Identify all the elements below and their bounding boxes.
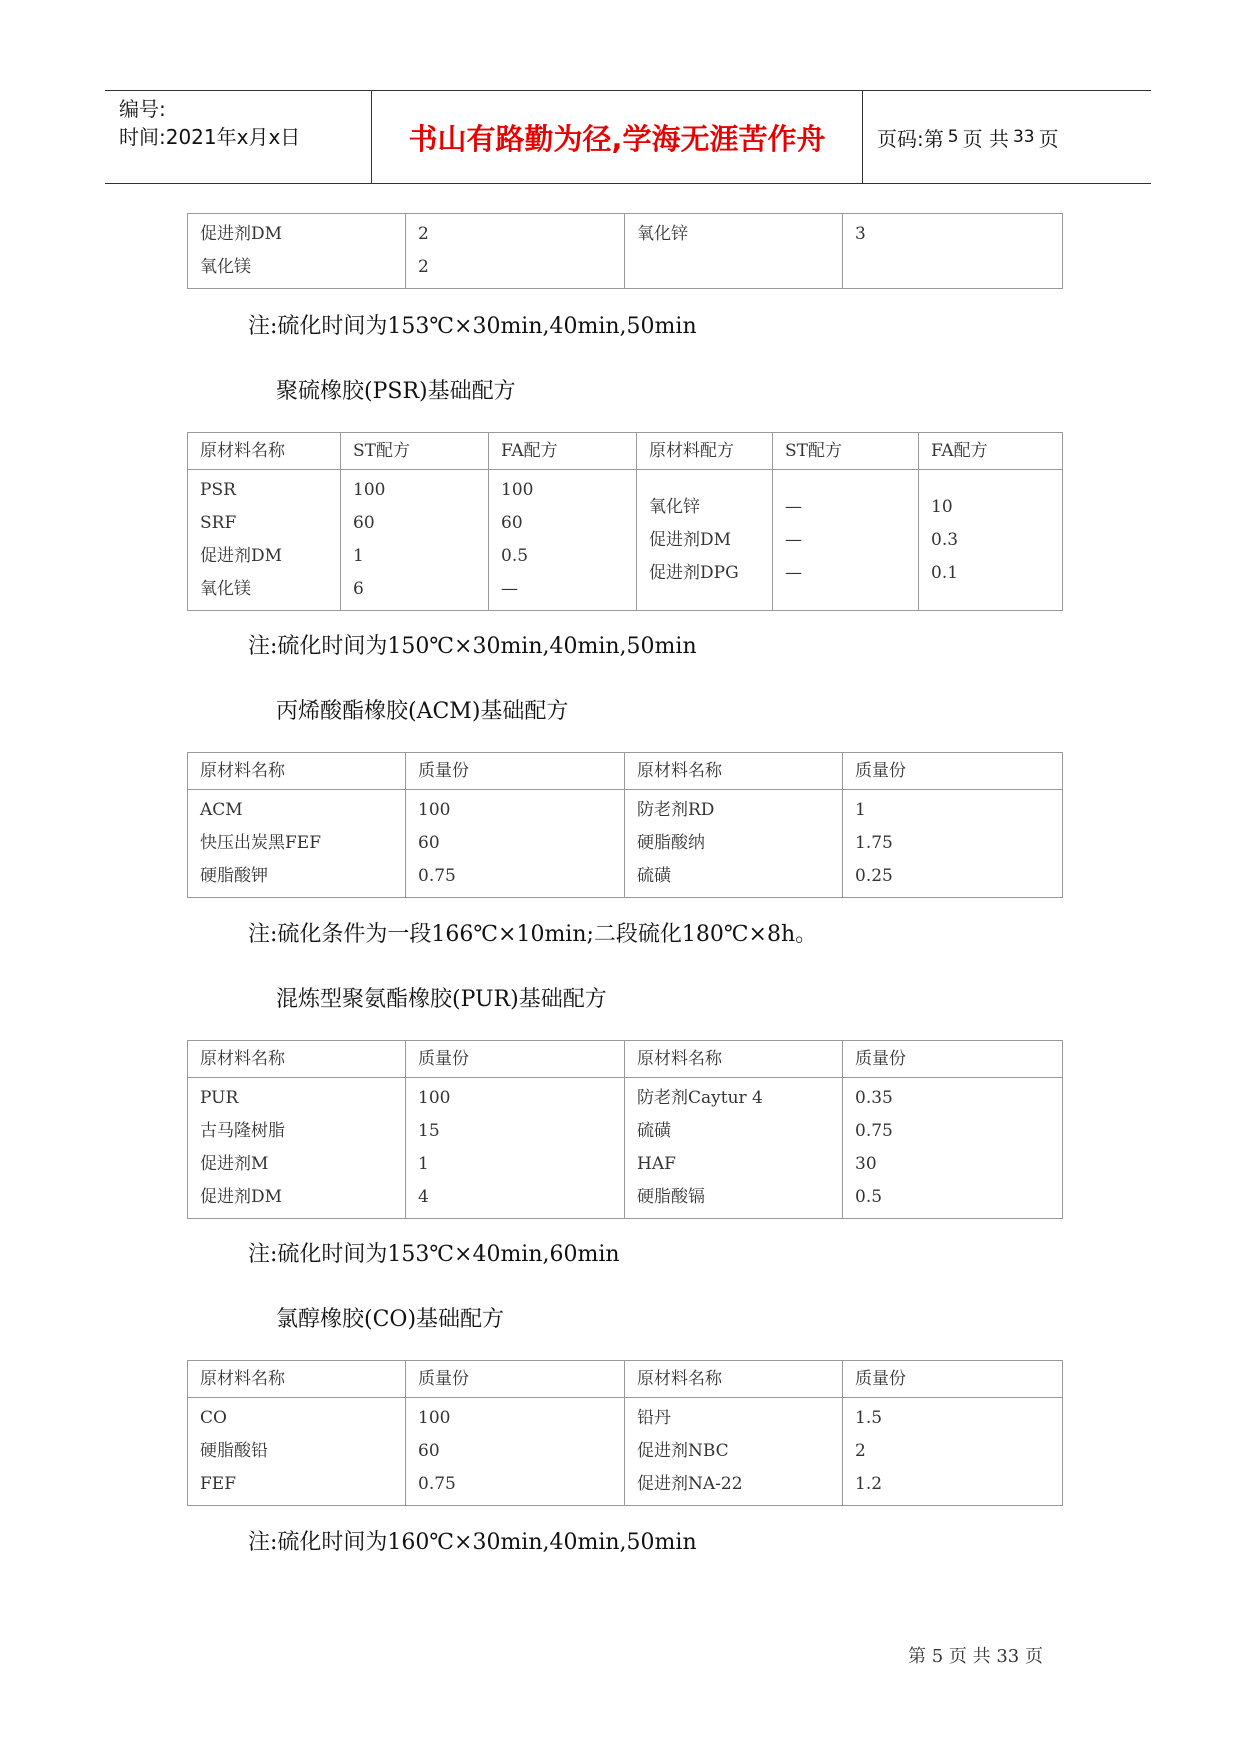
cell-value: — bbox=[785, 529, 802, 550]
cell-value: 60 bbox=[418, 1441, 440, 1461]
column-header: 原材料名称 bbox=[625, 1041, 843, 1078]
table-header-row bbox=[188, 1041, 1063, 1078]
cell-value: 30 bbox=[855, 1154, 877, 1174]
cell-value: ACM bbox=[200, 800, 243, 820]
psr-formula-table bbox=[187, 432, 1063, 611]
cell-value: 1.5 bbox=[855, 1408, 883, 1428]
table-cell bbox=[637, 470, 773, 611]
cell-value: 铅丹 bbox=[637, 1408, 671, 1428]
table-header-row bbox=[188, 433, 1063, 470]
column-header: 原材料名称 bbox=[188, 1041, 406, 1078]
table-cell bbox=[406, 790, 625, 898]
cell-value: 促进剂DM bbox=[200, 224, 283, 244]
table-cell bbox=[188, 470, 341, 611]
table-cell bbox=[489, 470, 637, 611]
page-footer: 第 5 页 共 33 页 bbox=[908, 1646, 1043, 1667]
cell-value: 100 bbox=[418, 800, 451, 820]
time-label: 时间:2021年x月x日 bbox=[119, 125, 301, 149]
cell-value: 硬脂酸铅 bbox=[200, 1441, 268, 1461]
cell-value: 促进剂DPG bbox=[649, 562, 739, 583]
column-header: 原材料名称 bbox=[188, 1361, 406, 1398]
table-cell bbox=[341, 470, 489, 611]
table-cell bbox=[843, 1078, 1063, 1219]
cell-value: 0.1 bbox=[931, 562, 959, 583]
header-motto: 书山有路勤为径,学海无涯苦作舟 bbox=[371, 91, 863, 183]
cell-value: 氧化镁 bbox=[200, 579, 251, 599]
table-header-row bbox=[188, 1361, 1063, 1398]
table-cell bbox=[625, 1078, 843, 1219]
table-header-row bbox=[188, 753, 1063, 790]
cell-value: 0.5 bbox=[855, 1187, 883, 1207]
page-mid: 页 共 bbox=[962, 126, 1009, 151]
table-row bbox=[188, 470, 1063, 611]
column-header: 质量份 bbox=[406, 1361, 625, 1398]
continued-formula-table bbox=[187, 213, 1063, 289]
header-meta bbox=[105, 91, 371, 183]
column-header: 原材料名称 bbox=[188, 433, 341, 470]
section-title-acm: 丙烯酸酯橡胶(ACM)基础配方 bbox=[276, 699, 569, 724]
table-row bbox=[188, 1078, 1063, 1219]
column-header: 原材料名称 bbox=[188, 753, 406, 790]
cell-value: 10 bbox=[931, 496, 953, 517]
cell-value: 1 bbox=[418, 1154, 429, 1174]
cell-value: 促进剂NA-22 bbox=[637, 1474, 743, 1494]
column-header: 质量份 bbox=[406, 1041, 625, 1078]
cell-value: — bbox=[785, 562, 802, 583]
cell-value: 6 bbox=[353, 579, 364, 599]
cell-value: 氧化镁 bbox=[200, 257, 251, 277]
cell-value: 60 bbox=[418, 833, 440, 853]
cell-value: 60 bbox=[501, 513, 523, 533]
cell-value: 促进剂NBC bbox=[637, 1441, 729, 1461]
column-header: FA配方 bbox=[489, 433, 637, 470]
acm-formula-table bbox=[187, 752, 1063, 898]
cell-value: 促进剂M bbox=[200, 1154, 269, 1174]
table-cell bbox=[625, 214, 843, 289]
cell-value: 0.35 bbox=[855, 1088, 893, 1108]
page-suffix: 页 bbox=[1038, 126, 1059, 151]
table-row bbox=[188, 1398, 1063, 1506]
column-header: 质量份 bbox=[406, 753, 625, 790]
cell-value: 硬脂酸纳 bbox=[637, 833, 705, 853]
column-header: 原材料配方 bbox=[637, 433, 773, 470]
cell-value: 硬脂酸钾 bbox=[200, 866, 268, 886]
cell-value: PSR bbox=[200, 480, 236, 500]
column-header: 质量份 bbox=[843, 753, 1063, 790]
cell-value: 0.3 bbox=[931, 529, 959, 550]
column-header: 原材料名称 bbox=[625, 1361, 843, 1398]
table-cell bbox=[188, 214, 406, 289]
cell-value: 2 bbox=[855, 1441, 866, 1461]
cell-value: 氧化锌 bbox=[649, 496, 700, 517]
table-cell bbox=[188, 790, 406, 898]
column-header: ST配方 bbox=[341, 433, 489, 470]
note-pur: 注:硫化时间为153℃×40min,60min bbox=[248, 1242, 620, 1267]
column-header: 原材料名称 bbox=[625, 753, 843, 790]
table-cell bbox=[843, 1398, 1063, 1506]
section-title-pur: 混炼型聚氨酯橡胶(PUR)基础配方 bbox=[276, 987, 607, 1012]
table-cell bbox=[625, 1398, 843, 1506]
cell-value: 0.5 bbox=[501, 546, 529, 566]
cell-value: 硬脂酸镉 bbox=[637, 1187, 705, 1207]
cell-value: — bbox=[785, 496, 802, 517]
table-row bbox=[188, 790, 1063, 898]
cell-value: 15 bbox=[418, 1121, 440, 1141]
cell-value: SRF bbox=[200, 513, 237, 533]
cell-value: 硫磺 bbox=[637, 866, 671, 886]
cell-value: 促进剂DM bbox=[200, 1187, 283, 1207]
cell-value: 1 bbox=[353, 546, 364, 566]
cell-value: 0.75 bbox=[418, 1474, 456, 1494]
note-psr-prev: 注:硫化时间为153℃×30min,40min,50min bbox=[248, 314, 697, 339]
column-header: FA配方 bbox=[919, 433, 1063, 470]
cell-value: 3 bbox=[855, 224, 866, 244]
cell-value: 防老剂RD bbox=[637, 800, 715, 820]
cell-value: 古马隆树脂 bbox=[200, 1121, 285, 1141]
table-cell bbox=[406, 214, 625, 289]
pur-formula-table bbox=[187, 1040, 1063, 1219]
cell-value: 4 bbox=[418, 1187, 429, 1207]
table-cell bbox=[843, 790, 1063, 898]
cell-value: 0.25 bbox=[855, 866, 893, 886]
cell-value: 0.75 bbox=[855, 1121, 893, 1141]
table-cell bbox=[773, 470, 919, 611]
table-cell bbox=[188, 1078, 406, 1219]
cell-value: 0.75 bbox=[418, 866, 456, 886]
cell-value: 氧化锌 bbox=[637, 224, 688, 244]
cell-value: HAF bbox=[637, 1154, 676, 1174]
column-header: 质量份 bbox=[843, 1361, 1063, 1398]
cell-value: 60 bbox=[353, 513, 375, 533]
header-page-indicator bbox=[863, 91, 1151, 183]
cell-value: — bbox=[501, 579, 518, 599]
cell-value: 1.75 bbox=[855, 833, 893, 853]
column-header: ST配方 bbox=[773, 433, 919, 470]
number-label: 编号: bbox=[119, 97, 166, 121]
section-title-co: 氯醇橡胶(CO)基础配方 bbox=[276, 1307, 505, 1332]
table-cell bbox=[625, 790, 843, 898]
co-formula-table bbox=[187, 1360, 1063, 1506]
table-cell bbox=[406, 1078, 625, 1219]
cell-value: PUR bbox=[200, 1088, 239, 1108]
page-header bbox=[105, 90, 1151, 184]
page-number: 5 bbox=[947, 127, 959, 147]
cell-value: 快压出炭黑FEF bbox=[200, 833, 322, 853]
column-header: 质量份 bbox=[843, 1041, 1063, 1078]
note-acm: 注:硫化条件为一段166℃×10min;二段硫化180℃×8h。 bbox=[248, 922, 818, 947]
table-row bbox=[188, 214, 1063, 289]
cell-value: 2 bbox=[418, 257, 429, 277]
page-total: 33 bbox=[1012, 127, 1035, 147]
cell-value: FEF bbox=[200, 1474, 237, 1494]
table-cell bbox=[188, 1398, 406, 1506]
cell-value: 100 bbox=[501, 480, 534, 500]
note-co: 注:硫化时间为160℃×30min,40min,50min bbox=[248, 1530, 697, 1555]
cell-value: 防老剂Caytur 4 bbox=[637, 1088, 763, 1108]
cell-value: 100 bbox=[418, 1408, 451, 1428]
cell-value: 100 bbox=[418, 1088, 451, 1108]
table-cell bbox=[406, 1398, 625, 1506]
page-prefix: 页码:第 bbox=[877, 126, 944, 151]
cell-value: 硫磺 bbox=[637, 1121, 671, 1141]
cell-value: 1.2 bbox=[855, 1474, 883, 1494]
cell-value: 促进剂DM bbox=[200, 546, 283, 566]
cell-value: 100 bbox=[353, 480, 386, 500]
cell-value: 促进剂DM bbox=[649, 529, 732, 550]
note-psr: 注:硫化时间为150℃×30min,40min,50min bbox=[248, 634, 697, 659]
section-title-psr: 聚硫橡胶(PSR)基础配方 bbox=[276, 379, 516, 404]
table-cell bbox=[919, 470, 1063, 611]
cell-value: 1 bbox=[855, 800, 866, 820]
cell-value: 2 bbox=[418, 224, 429, 244]
cell-value: CO bbox=[200, 1408, 227, 1428]
table-cell bbox=[843, 214, 1063, 289]
